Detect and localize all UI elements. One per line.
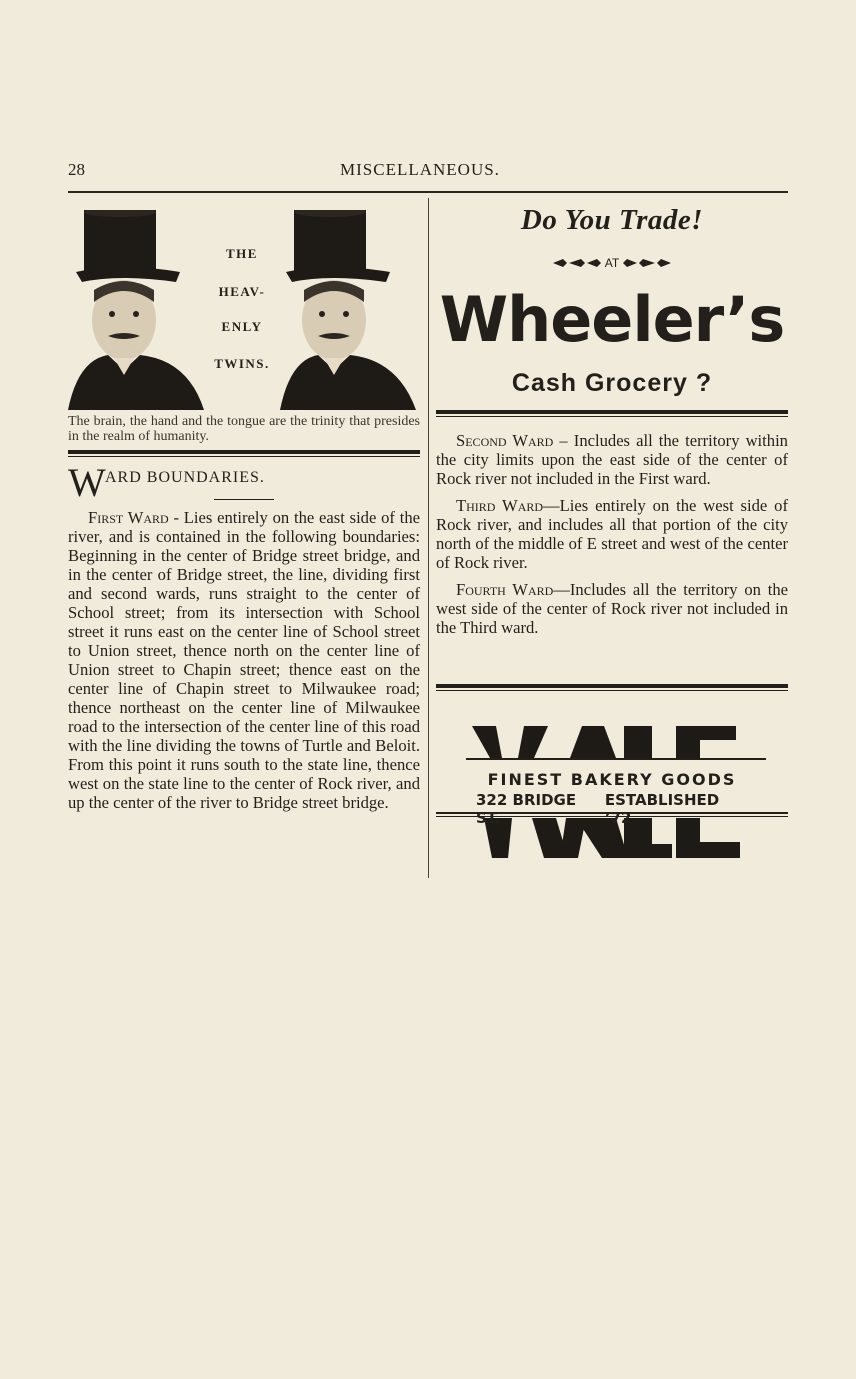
heavenly-twins-illustration — [68, 198, 420, 410]
ad-subline: Cash Grocery ? — [511, 369, 713, 397]
vale-bakery-advertisement — [436, 684, 788, 864]
man-portrait-left — [68, 210, 208, 410]
third-ward-label: Third Ward — [456, 496, 544, 515]
ad-rule-thick — [436, 410, 788, 414]
ward-boundaries-title — [68, 460, 420, 505]
title-dropcap: W — [68, 460, 106, 505]
title-rest: ARD BOUNDARIES. — [105, 469, 265, 486]
ad-headline: Do You Trade! — [520, 204, 704, 236]
column-divider — [428, 198, 429, 878]
twins-word-4: TWINS. — [214, 356, 270, 371]
vale-tagline: FINEST BAKERY GOODS — [487, 770, 737, 789]
vale-established: ESTABLISHED ’72 — [604, 791, 720, 827]
man-portrait-right — [280, 210, 420, 410]
vale-rule-thick — [436, 684, 788, 688]
first-ward-text: - Lies entirely on the east side of the river, and is contained in the following boundaries: Beginning in the center of Bridge street bridge, and in the center of Bridge street, the line, dividing first and second wards, runs straight to the center of School street; from its intersection with School street it runs east on the center line of School street to Union street, thence north on the center line of Union street to Chapin street; thence east on the center line of Chapin street to Milwaukee road; thence northeast on the center line of Milwaukee road to the intersection of the center line of this road with the line dividing the towns of Turtle and Beloit. From this point it runs south to the state line, thence west on the state line to the center of Rock river, and up the center of the river to Bridge street bridge. — [68, 508, 420, 812]
fourth-ward-paragraph — [436, 580, 788, 637]
third-ward-paragraph — [436, 496, 788, 572]
wheelers-advertisement — [436, 204, 788, 417]
ad-at-text: AT — [604, 256, 620, 270]
section-rule-thin — [68, 456, 420, 457]
twins-word-3: ENLY — [221, 319, 263, 334]
ornament-right-icon — [621, 258, 673, 268]
first-ward-label: First Ward — [88, 508, 169, 527]
third-ward-text: —Lies entirely on the west side of Rock river, and includes all that portion of the city north of the middle of E street and west of the center of Rock river. — [436, 496, 788, 572]
twins-caption: The brain, the hand and the tongue are the trinity that presides in the realm of humanity. — [68, 414, 420, 444]
second-ward-text: – Includes all the territory within the city limits upon the east side of the center of Rock river not included in the First ward. — [436, 431, 788, 488]
section-rule-thick — [68, 450, 420, 454]
first-ward-section — [68, 508, 420, 812]
header-rule — [68, 191, 788, 193]
vale-details — [436, 791, 788, 827]
fourth-ward-label: Fourth Ward — [456, 580, 554, 599]
other-wards-section — [436, 431, 788, 637]
ad-at-ornament — [436, 255, 788, 271]
right-column — [436, 198, 788, 637]
ad-rule-thin — [436, 416, 788, 417]
running-head: MISCELLANEOUS. — [340, 160, 500, 179]
vale-address: 322 BRIDGE ST. — [476, 791, 577, 827]
vale-rule-thin — [436, 690, 788, 691]
page-number: 28 — [68, 160, 85, 179]
vale-logo — [436, 714, 788, 864]
second-ward-label: Second Ward — [456, 431, 554, 450]
second-ward-paragraph — [436, 431, 788, 488]
first-ward-paragraph — [68, 508, 420, 812]
twins-word-1: THE — [226, 246, 258, 261]
ad-business-name: Wheeler’s — [439, 283, 785, 356]
fourth-ward-text: —Includes all the territory on the west side of the center of Rock river not included in the Third ward. — [436, 580, 788, 637]
left-column — [68, 198, 420, 812]
title-underline — [214, 499, 274, 500]
ornament-left-icon — [551, 258, 603, 268]
twins-word-2: HEAV- — [218, 284, 266, 299]
